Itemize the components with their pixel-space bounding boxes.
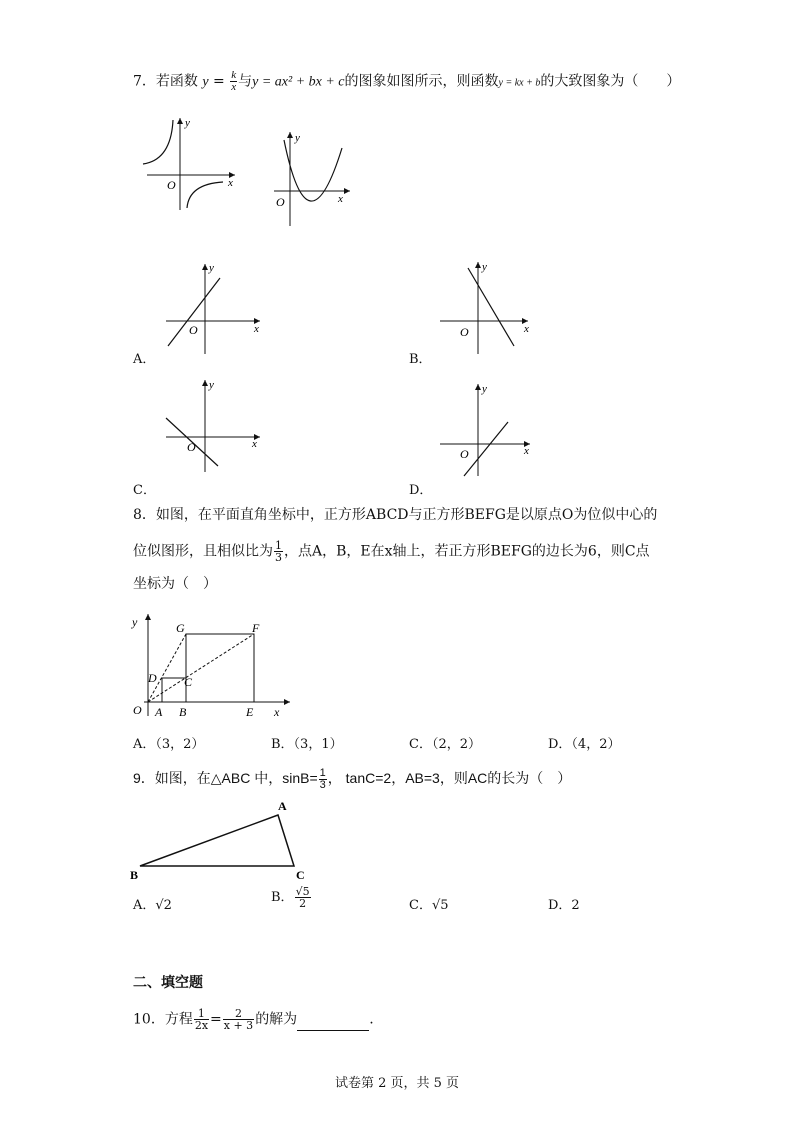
hyperbola-graph: [135, 112, 245, 212]
point-g-label: G: [176, 621, 185, 635]
vertex-b-label: B: [130, 868, 139, 882]
page-footer: 试卷第 2 页，共 5 页: [334, 1076, 460, 1091]
q9-option-d[interactable]: D．2: [548, 898, 580, 913]
point-a-label: A: [155, 705, 163, 719]
y-axis-label: y: [209, 379, 214, 391]
q10-stem: 10．方程 $\frac{1}{2x}$ = $\frac{2}{x + 3}$ 的解为 .: [133, 1007, 374, 1032]
origin-label: O: [167, 178, 176, 192]
answer-blank[interactable]: [297, 1016, 369, 1031]
option-a-label[interactable]: A．: [133, 352, 156, 367]
option-b-label[interactable]: B．: [409, 352, 432, 367]
q8-line3: 坐标为（ ）: [133, 576, 217, 592]
option-d-label[interactable]: D．: [409, 483, 433, 498]
point-b-label: B: [179, 705, 187, 719]
q7-stem: 7．若函数 y = $\frac{k}{x}$ 与y = ax² + bx + c的图象如图所示，则函数y = kx + b的大致图象为（ ）: [133, 69, 681, 93]
x-axis-label: x: [524, 323, 529, 335]
x-axis-label: x: [252, 438, 257, 450]
right-fraction: $\frac{2}{x + 3}$: [223, 1007, 254, 1032]
x-axis-label: x: [274, 705, 280, 719]
vertex-c-label: C: [296, 868, 305, 882]
fraction-k-over-x: $\frac{k}{x}$: [231, 69, 237, 93]
ratio-fraction: $\frac{1}{3}$: [275, 539, 282, 564]
q8-line1: 8．如图，在平面直角坐标中，正方形ABCD与正方形BEFG是以原点O为位似中心的: [133, 507, 658, 523]
q9-option-a[interactable]: A．√2: [133, 898, 172, 913]
q8-line2: 位似图形，且相似比为 $\frac{1}{3}$ ，点A，B，E在x轴上，若正方形BEFG的边长为6，则C点: [133, 539, 650, 564]
origin-label: O: [460, 325, 469, 339]
origin-label: O: [460, 447, 469, 461]
x-axis-label: x: [524, 445, 529, 457]
y-axis-label: y: [482, 261, 487, 273]
vertex-a-label: A: [278, 799, 287, 813]
section-heading: 二、填空题: [133, 975, 203, 991]
q8-option-d[interactable]: D．（4，2）: [548, 737, 621, 752]
point-c-label: C: [184, 675, 193, 689]
sin-fraction: $\frac{1}{3}$: [319, 767, 326, 791]
left-fraction: $\frac{1}{2x}$: [194, 1007, 209, 1032]
y-axis-label: y: [295, 132, 300, 144]
q9-option-b[interactable]: B． $\frac{√5}{2}$: [271, 885, 310, 910]
x-axis-label: x: [228, 177, 233, 189]
origin-label: O: [276, 195, 285, 209]
option-d-graph[interactable]: [438, 380, 538, 480]
y-axis-label: y: [209, 262, 214, 274]
x-axis-label: x: [338, 193, 343, 205]
q8-option-b[interactable]: B．（3，1）: [271, 737, 343, 752]
option-c-label[interactable]: C．: [133, 483, 156, 498]
triangle-diagram: [128, 798, 313, 882]
origin-label: O: [133, 703, 142, 717]
point-d-label: D: [148, 671, 157, 685]
q8-option-a[interactable]: A．（3，2）: [133, 737, 205, 752]
y-axis-label: y: [482, 383, 487, 395]
y-axis-label: y: [132, 615, 138, 629]
point-e-label: E: [246, 705, 254, 719]
point-f-label: F: [252, 621, 260, 635]
q9-stem: 9．如图，在△ABC 中，sinB= $\frac{1}{3}$ ， tanC=2，AB=3，则AC的长为（ ）: [133, 767, 572, 791]
y-axis-label: y: [185, 117, 190, 129]
origin-label: O: [189, 323, 198, 337]
squares-diagram: [128, 610, 298, 722]
q8-option-c[interactable]: C．（2，2）: [409, 737, 481, 752]
option-b-graph[interactable]: [438, 258, 538, 356]
origin-label: O: [187, 440, 196, 454]
option-a-graph[interactable]: [160, 258, 270, 356]
option-c-graph[interactable]: [160, 376, 270, 476]
q9-option-c[interactable]: C．√5: [409, 898, 449, 913]
parabola-graph: [270, 128, 365, 228]
x-axis-label: x: [254, 323, 259, 335]
